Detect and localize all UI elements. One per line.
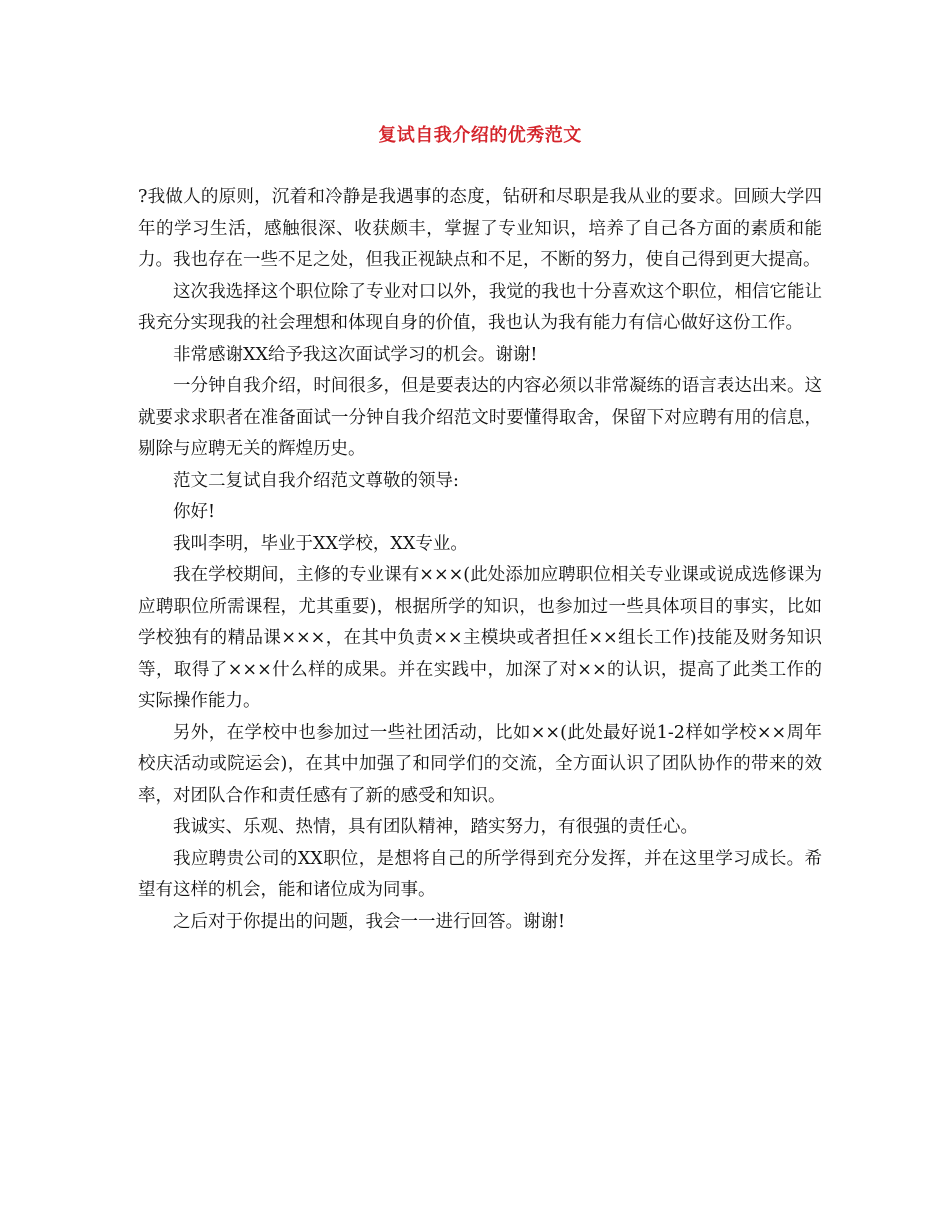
paragraph-6: 你好! xyxy=(173,502,216,522)
document-body xyxy=(138,182,822,938)
paragraph-1: ?我做人的原则，沉着和冷静是我遇事的态度，钻研和尽职是我从业的要求。回顾大学四年的学习生活，感触很深、收获颇丰，掌握了专业知识，培养了自己各方面的素质和能力。我也存在一些不足之处，但我正视缺点和不足，不断的努力，使自己得到更大提高。 xyxy=(138,187,822,270)
paragraph-12: 之后对于你提出的问题，我会一一进行回答。谢谢! xyxy=(173,911,566,932)
paragraph-4: 一分钟自我介绍，时间很多，但是要表达的内容必须以非常凝练的语言表达出来。这就要求求职者在准备面试一分钟自我介绍范文时要懂得取舍，保留下对应聘有用的信息，剔除与应聘无关的辉煌历史。 xyxy=(138,376,822,459)
paragraph-11: 我应聘贵公司的XX职位，是想将自己的所学得到充分发挥，并在这里学习成长。希望有这样的机会，能和诸位成为同事。 xyxy=(138,848,822,900)
paragraph-10: 我诚实、乐观、热情，具有团队精神，踏实努力，有很强的责任心。 xyxy=(173,817,698,837)
paragraph-8: 我在学校期间，主修的专业课有×××(此处添加应聘职位相关专业课或说成选修课为应聘职位所需课程，尤其重要)，根据所学的知识，也参加过一些具体项目的事实，比如学校独有的精品课×××，在其中负责××主模块或者担任××组长工作)技能及财务知识等，取得了×××什么样的成果。并在实践中，加深了对××的认识，提高了此类工作的实际操作能力。 xyxy=(138,565,822,711)
paragraph-7: 我叫李明，毕业于XX学校，XX专业。 xyxy=(173,533,468,554)
paragraph-2: 这次我选择这个职位除了专业对口以外，我觉的我也十分喜欢这个职位，相信它能让我充分实现我的社会理想和体现自身的价值，我也认为我有能力有信心做好这份工作。 xyxy=(138,281,822,333)
document-title: 复试自我介绍的优秀范文 xyxy=(378,125,582,146)
paragraph-9: 另外，在学校中也参加过一些社团活动，比如××(此处最好说1-2样如学校××周年校庆活动或院运会)，在其中加强了和同学们的交流，全方面认识了团队协作的带来的效率，对团队合作和责任感有了新的感受和知识。 xyxy=(138,722,822,806)
paragraph-5: 范文二复试自我介绍范文尊敬的领导: xyxy=(173,470,459,491)
paragraph-3: 非常感谢XX给予我这次面试学习的机会。谢谢! xyxy=(173,344,538,365)
